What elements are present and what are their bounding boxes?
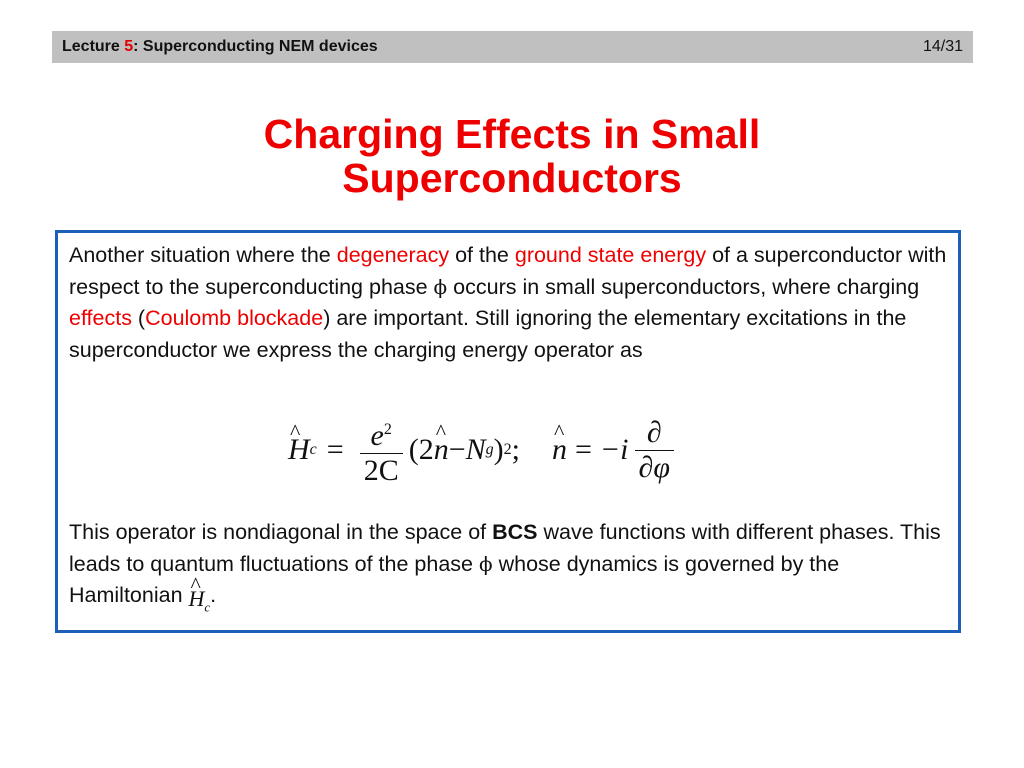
eq-minus: − xyxy=(448,433,466,466)
eq-partial: ∂ xyxy=(646,415,662,449)
eq-e: e xyxy=(370,418,384,452)
title-line-2: Superconductors xyxy=(342,155,682,201)
eq-n-hat: ^ n xyxy=(434,433,449,467)
inline-h-sub: c xyxy=(204,599,211,615)
eq-fraction-charge xyxy=(360,413,403,488)
phi-symbol: ϕ xyxy=(478,551,493,576)
text: . xyxy=(210,583,217,607)
text: ( xyxy=(131,306,146,330)
text: occurs in small superconductors, where charging xyxy=(447,274,920,299)
phi-symbol: ϕ xyxy=(433,274,448,299)
term-bcs: BCS xyxy=(492,520,538,544)
term-effects: effects xyxy=(69,306,132,330)
term-ground-state-energy: ground state energy xyxy=(514,243,707,267)
content-box xyxy=(55,230,961,633)
text: of the xyxy=(449,243,515,267)
eq-fraction-derivative xyxy=(635,416,674,485)
slide-title xyxy=(0,112,1024,200)
eq-semicolon: ; xyxy=(511,433,520,466)
eq-partial-phi: ∂φ xyxy=(635,450,674,485)
page-indicator: 14/31 xyxy=(922,38,963,55)
term-degeneracy: degeneracy xyxy=(336,243,450,267)
eq-h-sub: c xyxy=(309,441,317,458)
lecture-prefix: Lecture xyxy=(62,38,125,55)
lecture-number: 5 xyxy=(124,38,134,55)
hamiltonian-equation xyxy=(288,405,748,495)
eq-equals: = xyxy=(326,433,344,466)
eq-paren-open: (2 xyxy=(408,433,434,466)
slide-header xyxy=(52,31,973,63)
eq-e-sup: 2 xyxy=(383,420,392,438)
eq-paren-close: ) xyxy=(493,433,504,466)
eq-ng: N xyxy=(465,433,486,466)
eq-paren-sup: 2 xyxy=(503,441,512,458)
eq-minus-i: −i xyxy=(599,433,629,466)
eq-h-symbol: ^ H xyxy=(288,433,310,467)
eq-ng-sub: g xyxy=(485,441,494,458)
title-line-1: Charging Effects in Small xyxy=(263,111,761,157)
inline-h-symbol: ^ H xyxy=(189,583,205,615)
paragraph-intro xyxy=(69,240,949,366)
inline-hamiltonian xyxy=(189,583,211,623)
text: ) are important. Still ignoring the elementary excitations in the superconductor we express the charging energy operator as xyxy=(69,306,907,362)
eq-n-hat-2: ^ n xyxy=(552,433,567,467)
term-coulomb-blockade: Coulomb blockade xyxy=(145,306,324,330)
text: This operator is nondiagonal in the space of xyxy=(69,520,493,544)
text: wave functions with different phases. This leads to quantum fluctuations of the phase xyxy=(69,520,941,576)
lecture-topic: : Superconducting NEM devices xyxy=(133,38,378,55)
eq-2c: 2C xyxy=(360,453,403,488)
text: Another situation where the xyxy=(69,243,337,267)
eq-equals-2: = xyxy=(575,433,592,466)
text: of a superconductor with respect to the superconducting phase xyxy=(69,243,947,299)
text: whose dynamics is governed by the Hamiltonian xyxy=(69,551,840,607)
paragraph-conclusion xyxy=(69,517,949,623)
lecture-label xyxy=(62,38,378,56)
